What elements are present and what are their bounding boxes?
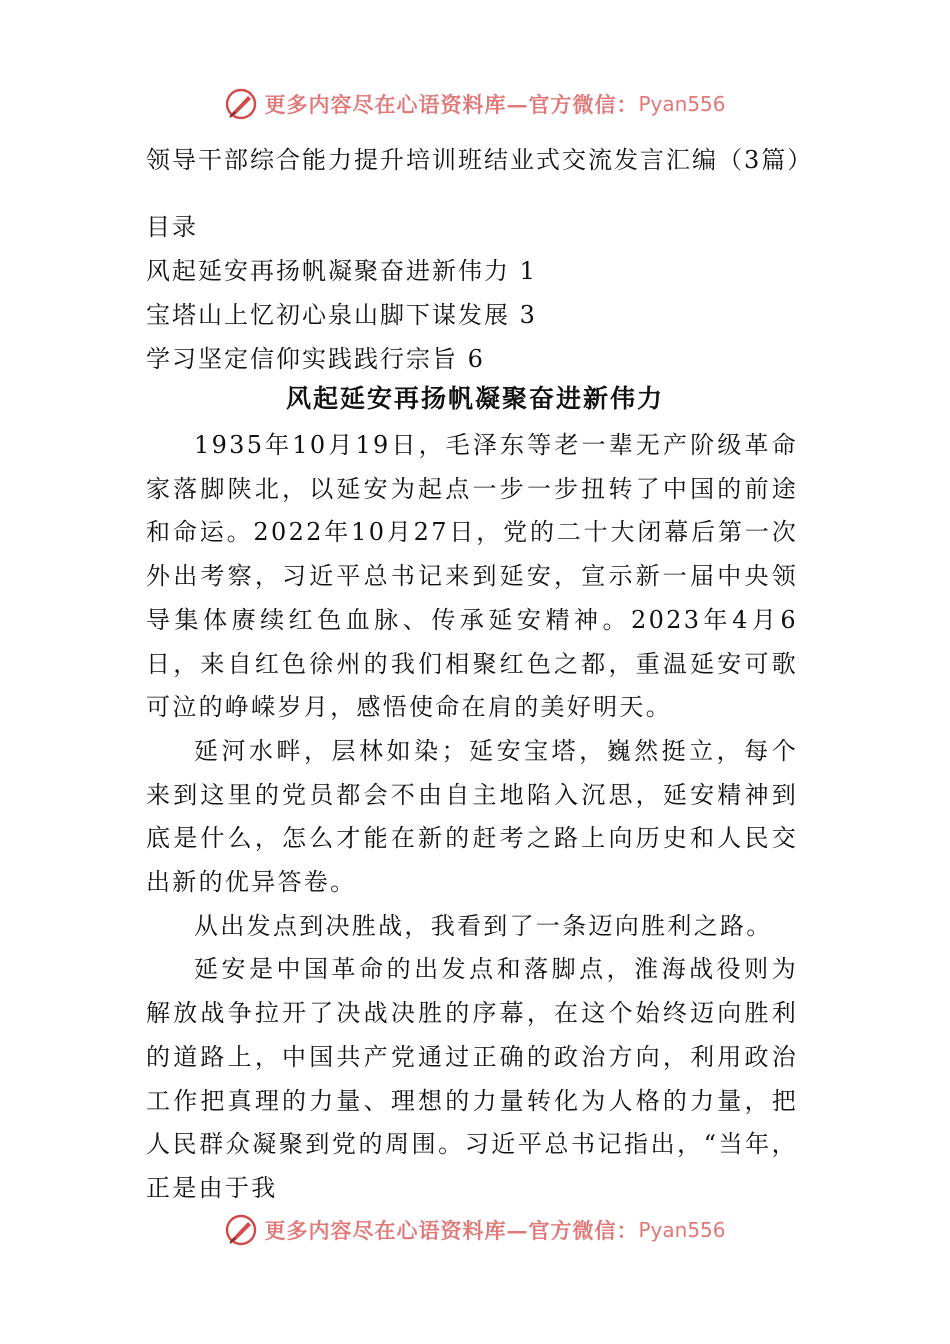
quill-logo-icon bbox=[224, 87, 258, 121]
paragraph: 延河水畔，层林如染；延安宝塔，巍然挺立，每个来到这里的党员都会不由自主地陷入沉思，延安精神到底是什么，怎么才能在新的赶考之路上向历史和人民交出新的优异答卷。 bbox=[146, 736, 798, 897]
watermark-wechat-id: Pyan556 bbox=[638, 92, 726, 116]
watermark-wechat-id: Pyan556 bbox=[638, 1218, 726, 1242]
paragraph: 延安是中国革命的出发点和落脚点，淮海战役则为解放战争拉开了决战决胜的序幕，在这个始终迈向胜利的道路上，中国共产党通过正确的政治方向，利用政治工作把真理的力量、理想的力量转化为人格的力量，把人民群众凝聚到党的周围。习近平总书记指出，“当年，正是由于我 bbox=[146, 955, 798, 1202]
watermark-banner-top bbox=[0, 84, 950, 124]
document-title: 领导干部综合能力提升培训班结业式交流发言汇编（3篇） bbox=[146, 146, 814, 174]
paragraph: 从出发点到决胜战，我看到了一条迈向胜利之路。 bbox=[194, 911, 773, 940]
toc-item: 学习坚定信仰实践践行宗旨 6 bbox=[146, 345, 485, 373]
toc-item: 风起延安再扬帆凝聚奋进新伟力 1 bbox=[146, 257, 537, 285]
toc-item: 宝塔山上忆初心泉山脚下谋发展 3 bbox=[146, 301, 537, 329]
quill-logo-icon bbox=[224, 1213, 258, 1247]
paragraph: 1935年10月19日，毛泽东等老一辈无产阶级革命家落脚陕北，以延安为起点一步一步扭转了中国的前途和命运。2022年10月27日，党的二十大闭幕后第一次外出考察，习近平总书记来到延安，宣示新一届中央领导集体赓续红色血脉、传承延安精神。2023年4月6日，来自红色徐州的我们相聚红色之都，重温延安可歌可泣的峥嵘岁月，感悟使命在肩的美好明天。 bbox=[146, 431, 798, 722]
watermark-text: 更多内容尽在心语资料库—官方微信： bbox=[264, 92, 639, 117]
article-body bbox=[146, 424, 798, 1211]
watermark-banner-bottom bbox=[0, 1210, 950, 1250]
table-of-contents bbox=[146, 205, 806, 381]
watermark-text: 更多内容尽在心语资料库—官方微信： bbox=[264, 1218, 639, 1243]
section-title: 风起延安再扬帆凝聚奋进新伟力 bbox=[285, 384, 664, 413]
toc-heading: 目录 bbox=[146, 213, 198, 241]
